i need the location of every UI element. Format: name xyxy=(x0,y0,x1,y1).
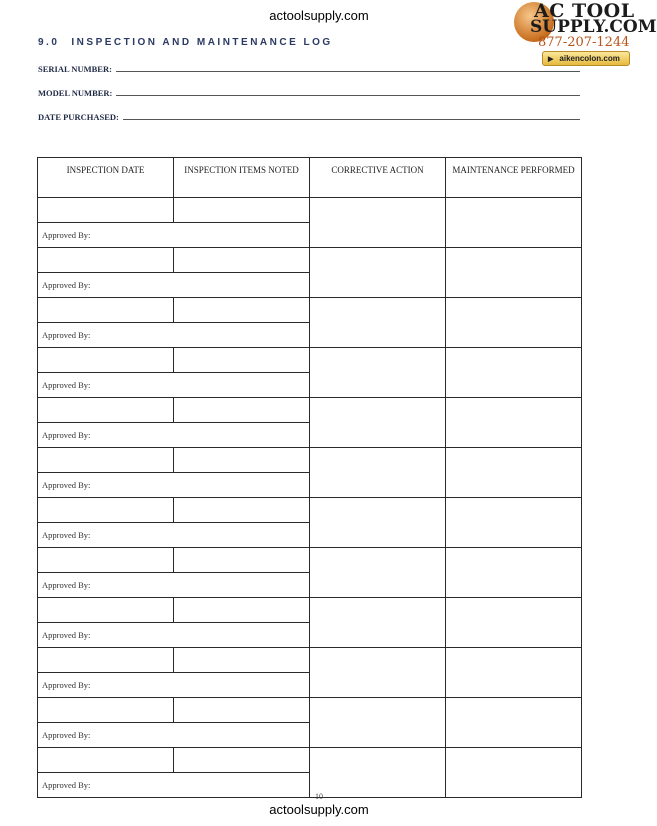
header-site-url: actoolsupply.com xyxy=(269,8,369,23)
approved-by-cell[interactable]: Approved By: xyxy=(38,273,310,298)
items-noted-cell[interactable] xyxy=(174,298,310,323)
inspection-date-cell[interactable] xyxy=(38,598,174,623)
corrective-action-cell[interactable] xyxy=(310,298,446,348)
log-body xyxy=(38,198,582,798)
items-noted-cell[interactable] xyxy=(174,548,310,573)
items-noted-cell[interactable] xyxy=(174,198,310,223)
date-purchased-line xyxy=(123,119,580,120)
items-noted-cell[interactable] xyxy=(174,348,310,373)
play-arrow-icon: ▶ xyxy=(548,56,554,63)
approved-by-cell[interactable]: Approved By: xyxy=(38,423,310,448)
column-header-maintenance: MAINTENANCE PERFORMED xyxy=(446,158,582,198)
column-header-inspection-date: INSPECTION DATE xyxy=(38,158,174,198)
maintenance-performed-cell[interactable] xyxy=(446,398,582,448)
company-logo xyxy=(514,0,657,66)
approved-by-cell[interactable]: Approved By: xyxy=(38,673,310,698)
table-row xyxy=(38,698,582,723)
maintenance-performed-cell[interactable] xyxy=(446,248,582,298)
corrective-action-cell[interactable] xyxy=(310,448,446,498)
approved-by-cell[interactable]: Approved By: xyxy=(38,573,310,598)
inspection-log-table xyxy=(37,157,582,798)
date-purchased-field xyxy=(38,110,580,122)
table-header-row xyxy=(38,158,582,198)
section-number: 9.0 xyxy=(38,37,60,48)
table-row xyxy=(38,548,582,573)
maintenance-performed-cell[interactable] xyxy=(446,748,582,798)
maintenance-performed-cell[interactable] xyxy=(446,598,582,648)
maintenance-performed-cell[interactable] xyxy=(446,548,582,598)
corrective-action-cell[interactable] xyxy=(310,498,446,548)
approved-by-cell[interactable]: Approved By: xyxy=(38,373,310,398)
items-noted-cell[interactable] xyxy=(174,748,310,773)
table-row xyxy=(38,348,582,373)
inspection-date-cell[interactable] xyxy=(38,648,174,673)
inspection-date-cell[interactable] xyxy=(38,548,174,573)
table-row xyxy=(38,398,582,423)
inspection-date-cell[interactable] xyxy=(38,698,174,723)
column-header-corrective-action: CORRECTIVE ACTION xyxy=(310,158,446,198)
items-noted-cell[interactable] xyxy=(174,598,310,623)
items-noted-cell[interactable] xyxy=(174,448,310,473)
table-row xyxy=(38,248,582,273)
corrective-action-cell[interactable] xyxy=(310,598,446,648)
footer-site-url: actoolsupply.com xyxy=(269,802,369,817)
approved-by-cell[interactable]: Approved By: xyxy=(38,323,310,348)
maintenance-performed-cell[interactable] xyxy=(446,698,582,748)
maintenance-performed-cell[interactable] xyxy=(446,498,582,548)
corrective-action-cell[interactable] xyxy=(310,548,446,598)
table-row xyxy=(38,748,582,773)
corrective-action-cell[interactable] xyxy=(310,648,446,698)
page-number: 10 xyxy=(315,792,323,801)
inspection-date-cell[interactable] xyxy=(38,498,174,523)
section-title xyxy=(38,37,333,48)
maintenance-performed-cell[interactable] xyxy=(446,298,582,348)
inspection-date-cell[interactable] xyxy=(38,198,174,223)
corrective-action-cell[interactable] xyxy=(310,748,446,798)
corrective-action-cell[interactable] xyxy=(310,398,446,448)
items-noted-cell[interactable] xyxy=(174,648,310,673)
approved-by-cell[interactable]: Approved By: xyxy=(38,723,310,748)
model-number-label: MODEL NUMBER: xyxy=(38,88,113,98)
maintenance-performed-cell[interactable] xyxy=(446,198,582,248)
table-row xyxy=(38,298,582,323)
logo-pill-text: aikencolon.com xyxy=(559,54,620,63)
inspection-date-cell[interactable] xyxy=(38,748,174,773)
logo-line-1: AC TOOL xyxy=(534,0,635,22)
table-row xyxy=(38,648,582,673)
inspection-date-cell[interactable] xyxy=(38,398,174,423)
items-noted-cell[interactable] xyxy=(174,698,310,723)
model-number-field xyxy=(38,86,580,98)
logo-phone: 877-207-1244 xyxy=(538,35,630,50)
items-noted-cell[interactable] xyxy=(174,498,310,523)
serial-number-field xyxy=(38,62,580,74)
serial-number-line xyxy=(116,71,580,72)
logo-line-2: SUPPLY.COM xyxy=(530,17,657,37)
table-row xyxy=(38,198,582,223)
items-noted-cell[interactable] xyxy=(174,248,310,273)
inspection-date-cell[interactable] xyxy=(38,248,174,273)
section-heading: INSPECTION AND MAINTENANCE LOG xyxy=(71,37,333,48)
corrective-action-cell[interactable] xyxy=(310,248,446,298)
inspection-date-cell[interactable] xyxy=(38,298,174,323)
table-row xyxy=(38,498,582,523)
column-header-items-noted: INSPECTION ITEMS NOTED xyxy=(174,158,310,198)
maintenance-performed-cell[interactable] xyxy=(446,448,582,498)
serial-number-label: SERIAL NUMBER: xyxy=(38,64,112,74)
approved-by-cell[interactable]: Approved By: xyxy=(38,773,310,798)
model-number-line xyxy=(116,95,580,96)
table-row xyxy=(38,598,582,623)
inspection-date-cell[interactable] xyxy=(38,348,174,373)
approved-by-cell[interactable]: Approved By: xyxy=(38,523,310,548)
inspection-date-cell[interactable] xyxy=(38,448,174,473)
corrective-action-cell[interactable] xyxy=(310,698,446,748)
approved-by-cell[interactable]: Approved By: xyxy=(38,223,310,248)
date-purchased-label: DATE PURCHASED: xyxy=(38,112,119,122)
corrective-action-cell[interactable] xyxy=(310,348,446,398)
corrective-action-cell[interactable] xyxy=(310,198,446,248)
table-row xyxy=(38,448,582,473)
approved-by-cell[interactable]: Approved By: xyxy=(38,473,310,498)
maintenance-performed-cell[interactable] xyxy=(446,648,582,698)
maintenance-performed-cell[interactable] xyxy=(446,348,582,398)
items-noted-cell[interactable] xyxy=(174,398,310,423)
approved-by-cell[interactable]: Approved By: xyxy=(38,623,310,648)
